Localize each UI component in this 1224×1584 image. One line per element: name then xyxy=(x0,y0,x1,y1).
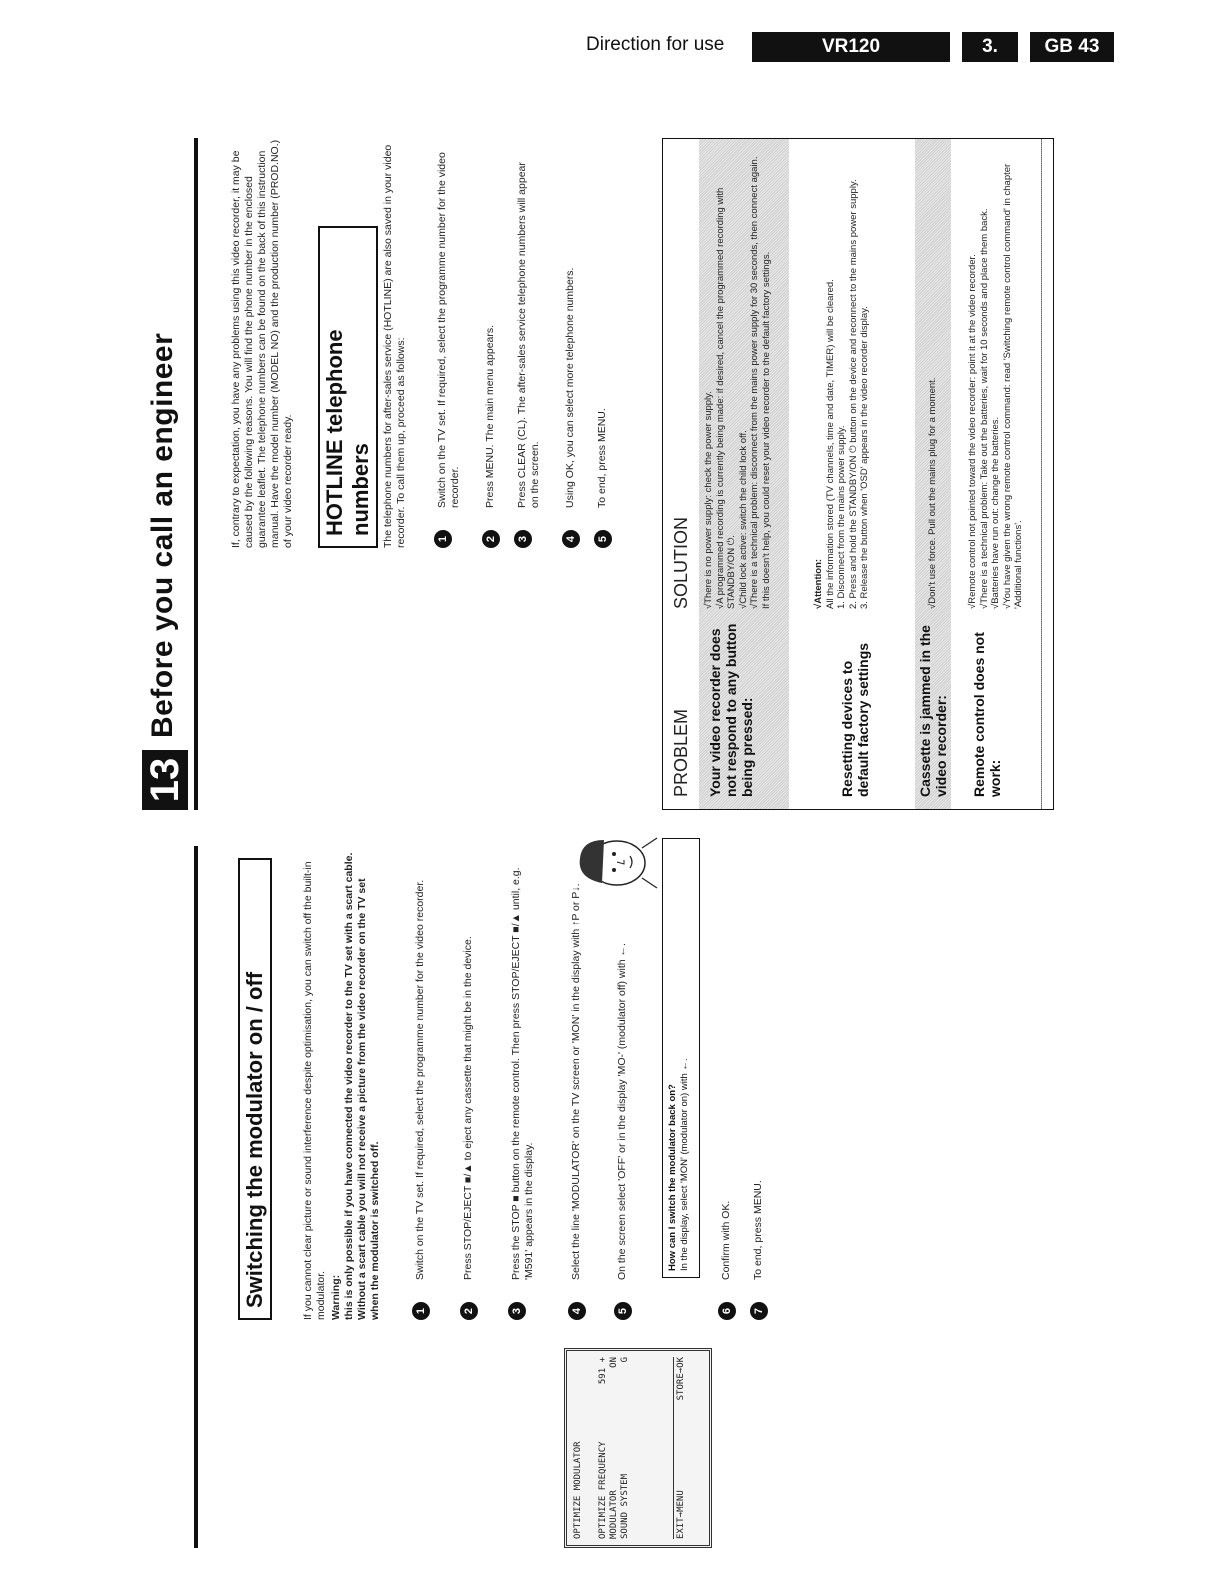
problem-1: Your video recorder does not respond to any button being pressed: xyxy=(707,623,755,797)
left-step-2-num: 2 xyxy=(460,1302,478,1320)
osd-footer xyxy=(673,1357,687,1539)
left-step-3-num: 3 xyxy=(508,1302,526,1320)
right-rule xyxy=(194,138,198,810)
modulator-title: Switching the modulator on / off xyxy=(238,858,272,1320)
problem-4: Remote control does not work: xyxy=(971,632,1003,797)
left-step-3: Press the STOP ■ button on the remote control. Then press STOP/EJECT ■/▲ until, e.g. 'M591' appears in the display. xyxy=(510,867,535,1280)
right-step-4-num: 4 xyxy=(562,530,580,548)
osd-store: STORE→OK xyxy=(676,1357,686,1401)
tip-box xyxy=(662,838,700,1278)
left-step-6: Confirm with OK. xyxy=(720,1200,732,1280)
left-step-5-num: 5 xyxy=(614,1302,632,1320)
header-model: VR120 xyxy=(752,32,950,62)
solution-4: √Remote control not pointed toward the video recorder: point it at the video recorder. √There is a technical problem: Take out the batteries, wait for 10 seconds and place them back. √Batteries have run out: change the batteries. √You have given the wrong remote control command: read 'Switching remote control command' in chapter 'Additional functions'. xyxy=(967,163,1024,609)
chapter-number: 13 xyxy=(142,750,188,810)
left-step-2: Press STOP/EJECT ■/▲ to eject any cassette that might be in the device. xyxy=(462,936,474,1280)
header-section: 3. xyxy=(962,32,1018,62)
thinking-face-illustration xyxy=(562,828,662,898)
table-bottom-rule xyxy=(1041,139,1042,809)
left-step-1-num: 1 xyxy=(412,1302,430,1320)
engineer-intro: If, contrary to expectation, you have any problems using this video recorder, it may be caused by the following reasons. You will find the phone number in the enclosed guarantee leaflet. The telephone numbers can be found on the back of this instruction manual. Have the model number (MODEL NO) and the production number (PROD.NO.) of your video recorder ready. xyxy=(230,139,294,548)
problem-2: Resetting devices to default factory settings xyxy=(839,642,871,797)
chapter-title: Before you call an engineer xyxy=(146,332,179,738)
osd-marker: + xyxy=(598,1357,608,1363)
tip-title: How can I switch the modulator back on? xyxy=(667,1084,678,1271)
col-problem: PROBLEM xyxy=(671,708,691,797)
right-step-2-num: 2 xyxy=(482,530,500,548)
right-step-5-num: 5 xyxy=(594,530,612,548)
left-step-1: Switch on the TV set. If required, select the programme number for the video recorder. xyxy=(414,879,426,1280)
right-step-3: Press CLEAR (CL). The after-sales service telephone numbers will appear on the screen. xyxy=(516,162,541,508)
solution-3: √Don't use force. Pull out the mains plug for a moment. xyxy=(927,377,938,609)
right-step-4: Using OK, you can select more telephone numbers. xyxy=(564,267,576,508)
header-direction: Direction for use xyxy=(586,34,725,55)
col-solution: SOLUTION xyxy=(671,516,691,609)
osd-title: OPTIMIZE MODULATOR xyxy=(573,1441,583,1539)
left-step-4-num: 4 xyxy=(568,1302,586,1320)
left-rule xyxy=(194,846,198,1548)
warning-label: Warning: xyxy=(330,1274,342,1320)
left-step-7-num: 7 xyxy=(750,1302,768,1320)
rotated-page xyxy=(142,138,1062,1548)
left-step-4: Select the line 'MODULATOR' on the TV screen or 'MON' in the display with ↑P or P↓. xyxy=(570,883,582,1280)
right-step-5: To end, press MENU. xyxy=(596,408,608,508)
osd-exit: EXIT→MENU xyxy=(676,1490,686,1539)
troubleshooting-table xyxy=(662,138,1054,810)
left-step-6-num: 6 xyxy=(718,1302,736,1320)
right-step-3-num: 3 xyxy=(514,530,532,548)
solution-2: √Attention: All the information stored (TV channels, time and date, TIMER) will be cleared. 1. Disconnect from the mains power supply. 2. Press and hold the STANDBY/ON ⏻ button on the device and reconnect to the mains power supply. 3. Release the button when 'OSD' appears in the video recorder display. xyxy=(813,179,870,609)
osd-row-frequency: OPTIMIZE FREQUENCY 591 + xyxy=(598,1357,608,1539)
osd-row-sound: SOUND SYSTEM G xyxy=(620,1357,630,1539)
warning-text: this is only possible if you have connected the video recorder to the TV set with a scart cable. Without a scart cable you will not receive a picture from the video recorder on the TV set when the modulator is switched off. xyxy=(343,852,381,1320)
right-step-2: Press MENU. The main menu appears. xyxy=(484,324,496,508)
right-step-1-num: 1 xyxy=(434,530,452,548)
left-step-7: To end, press MENU. xyxy=(752,1180,764,1280)
osd-row-modulator: MODULATOR ON xyxy=(609,1357,619,1539)
hotline-intro: The telephone numbers for after-sales service (HOTLINE) are also saved in your video recorder. To call them up, proceed as follows: xyxy=(382,144,407,548)
header-page: GB 43 xyxy=(1030,32,1114,62)
hotline-title: HOTLINE telephone numbers xyxy=(318,226,378,548)
left-step-5: On the screen select 'OFF' or in the display 'MO-' (modulator off) with ←. xyxy=(616,943,628,1280)
solution-1: √There is no power supply: check the power supply. √A programmed recording is currently being made: if desired, cancel the programmed recording with STANDBY/ON ⏻. √Child lock active: switch the child lock off. √There is a technical problem: disconnect from the mains power supply for 30 seconds, then connect again. If this doesn't help, you could reset your video recorder to the default factory settings. xyxy=(703,156,772,609)
problem-3: Cassette is jammed in the video recorder: xyxy=(917,625,949,797)
right-step-1: Switch on the TV set. If required, select the programme number for the video recorder. xyxy=(436,152,461,508)
modulator-intro: If you cannot clear picture or sound interference despite optimisation, you can switch off the built-in modulator. xyxy=(302,861,327,1320)
tip-text: In the display, select 'MON' (modulator on) with ←. xyxy=(679,1058,690,1271)
osd-screen xyxy=(564,1348,712,1548)
